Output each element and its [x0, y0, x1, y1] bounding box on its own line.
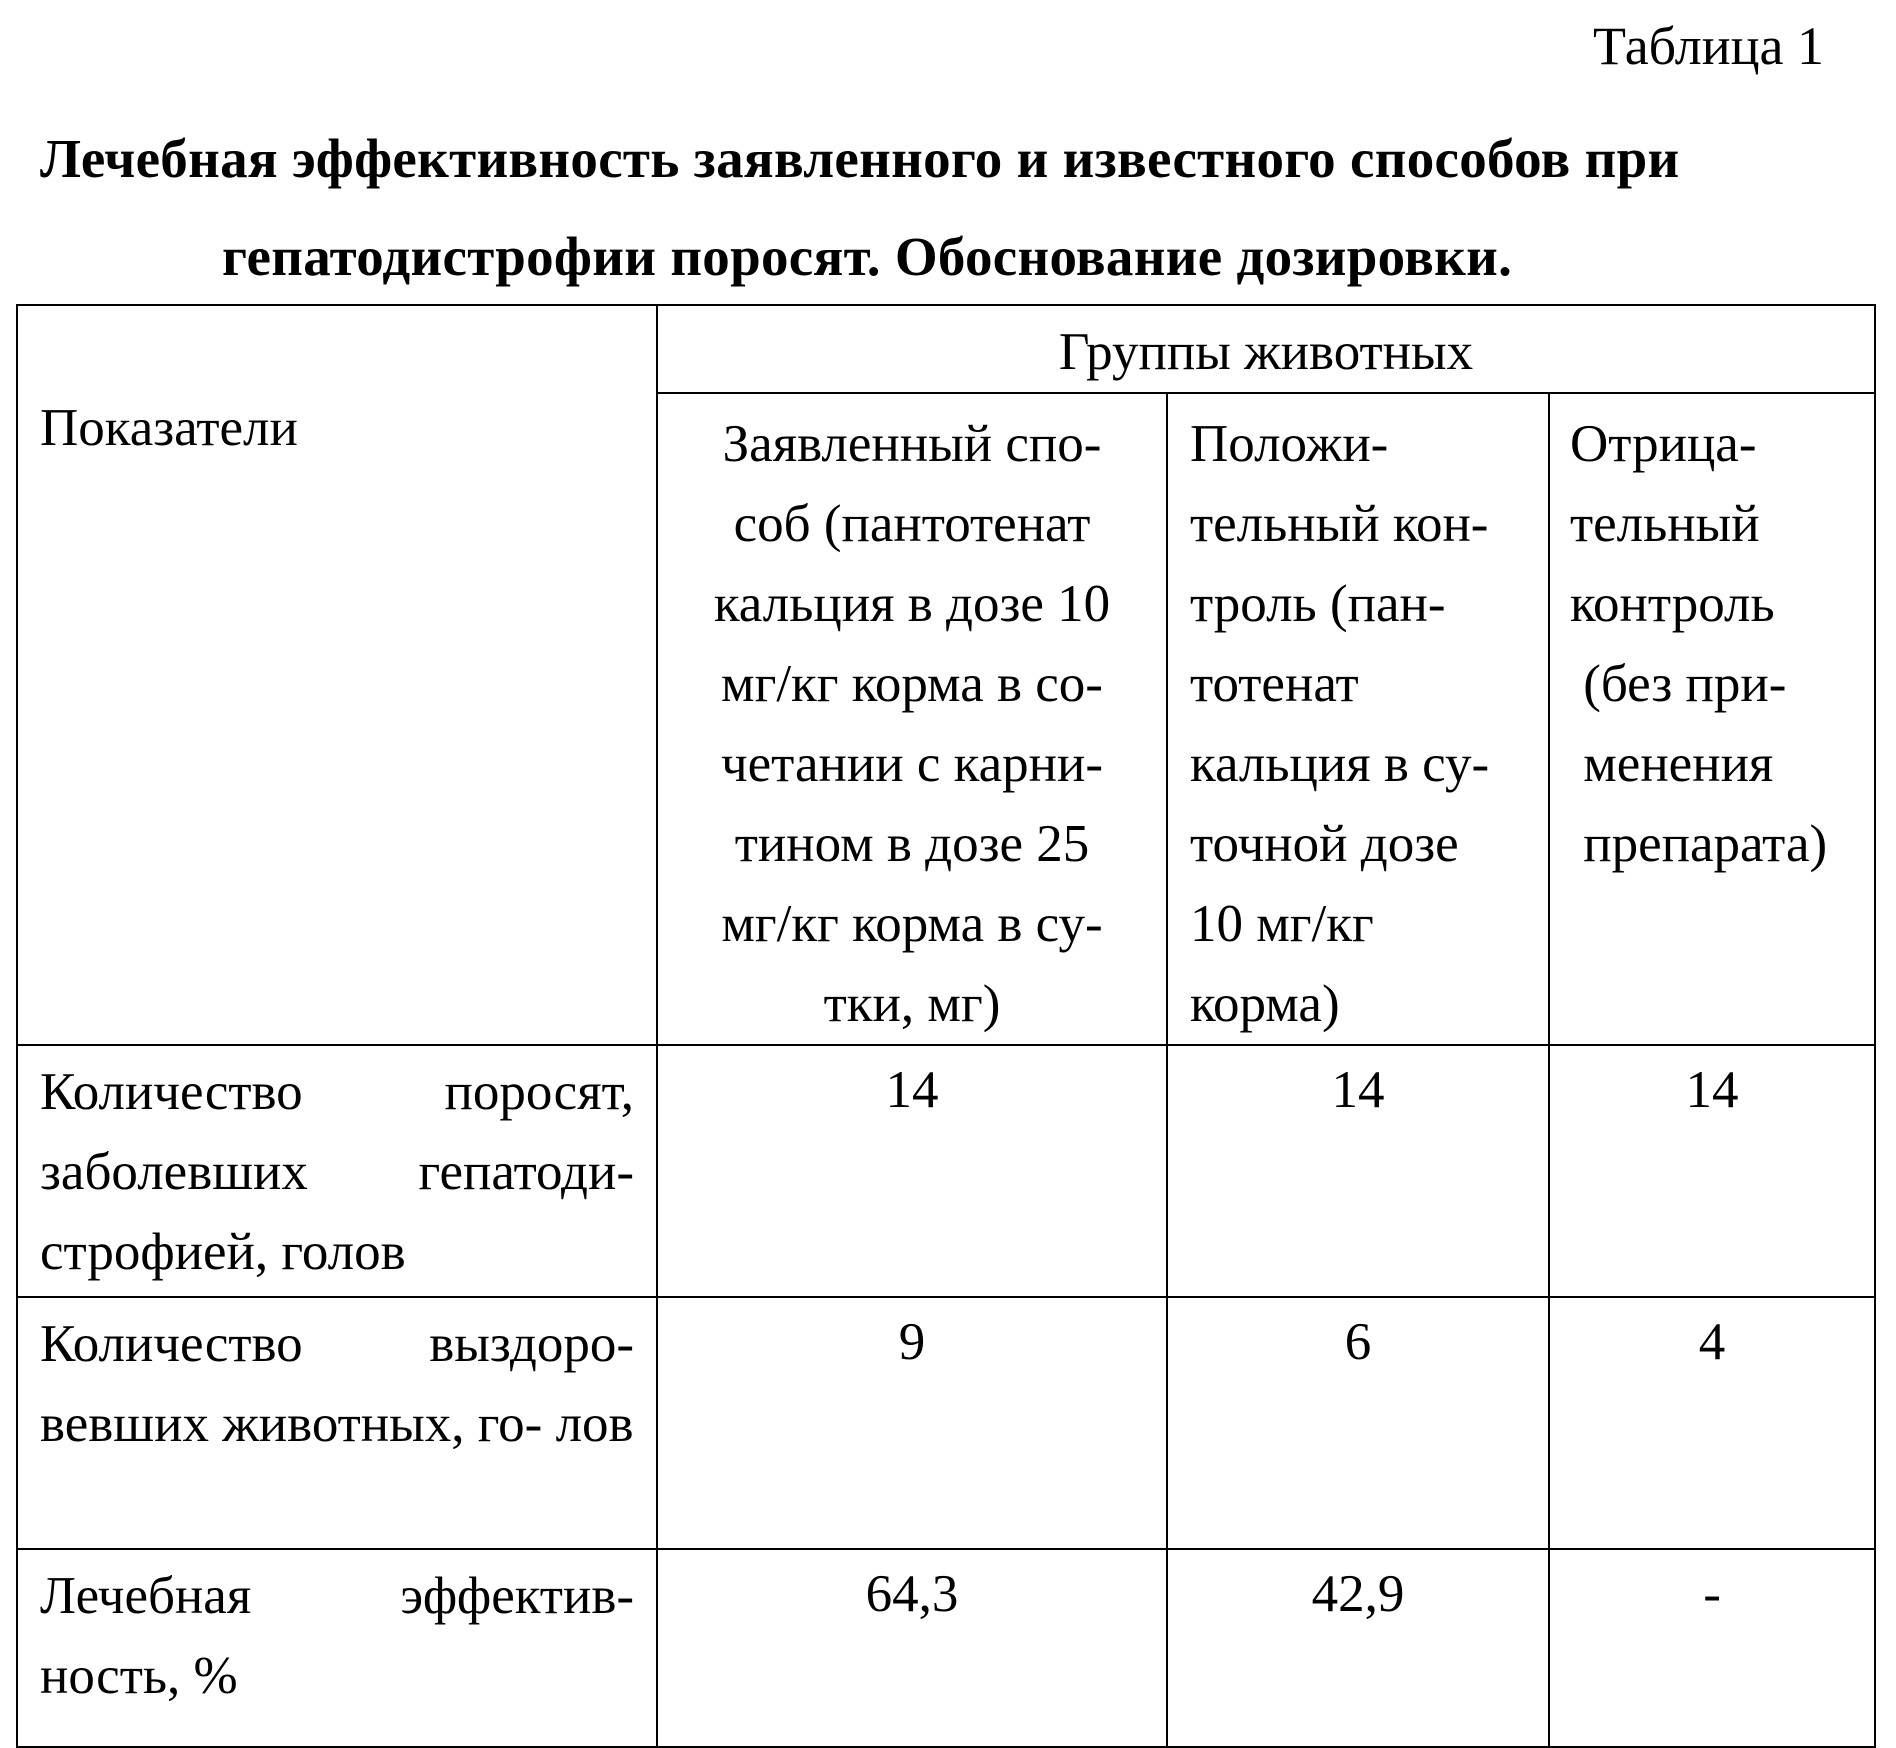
value-cell: [657, 1549, 1167, 1747]
value-cell: [1167, 1045, 1549, 1297]
group-header-line: точной дозе: [1190, 815, 1459, 873]
group-header-line: тки, мг): [823, 975, 1001, 1033]
group-header-line: корма): [1190, 975, 1340, 1033]
row-indicator-cell: [17, 1297, 657, 1549]
group-header-line: тельный: [1570, 495, 1760, 553]
group-header-negative-control: [1549, 393, 1875, 1045]
group-header-line: соб (пантотенат: [733, 495, 1091, 553]
row-indicator-cell: [17, 1045, 657, 1297]
value: 14: [885, 1061, 939, 1119]
row-indicator: Количество выздоро- вевших животных, го- лов: [40, 1315, 634, 1453]
row-indicator: Количество поросят, заболевших гепатоди- строфией, голов: [40, 1063, 634, 1281]
group-header-line: 10 мг/кг: [1190, 895, 1374, 953]
group-header-line: Положи-: [1190, 415, 1389, 473]
value: 9: [898, 1313, 926, 1371]
group-header-line: тином в дозе 25: [734, 815, 1090, 873]
group-header-line: тотенат: [1190, 655, 1359, 713]
group-header-line: препарата): [1570, 815, 1828, 873]
group-header-line: мг/кг корма в со-: [721, 655, 1103, 713]
row-indicator-cell: [17, 1549, 657, 1747]
group-header-claimed-method: [657, 393, 1167, 1045]
value: 42,9: [1311, 1565, 1405, 1623]
group-header-line: (без при-: [1570, 655, 1787, 713]
value: 14: [1685, 1061, 1739, 1119]
table-row: [17, 1045, 1875, 1297]
title-line-2: гепатодистрофии поросят. Обоснование дозировки.: [222, 226, 1513, 287]
value-cell: [657, 1045, 1167, 1297]
value: 64,3: [865, 1565, 959, 1623]
value-cell: [657, 1297, 1167, 1549]
group-header-line: мг/кг корма в су-: [721, 895, 1103, 953]
value-cell: [1167, 1297, 1549, 1549]
title-line-1: Лечебная эффективность заявленного и известного способов при: [40, 128, 1680, 189]
value: 14: [1331, 1061, 1385, 1119]
group-header-line: менения: [1570, 735, 1774, 793]
indicators-header: Показатели: [40, 399, 298, 457]
group-header-line: кальция в су-: [1190, 735, 1490, 793]
value-cell: [1549, 1549, 1875, 1747]
groups-header: Группы животных: [1058, 323, 1474, 381]
groups-header-cell: [657, 305, 1875, 393]
table-header-row-1: [17, 305, 1875, 393]
value-cell: [1167, 1549, 1549, 1747]
value: 6: [1344, 1313, 1372, 1371]
group-header-line: четании с карни-: [721, 735, 1103, 793]
group-header-line: тельный кон-: [1190, 495, 1489, 553]
value: -: [1703, 1565, 1721, 1623]
group-header-line: троль (пан-: [1190, 575, 1446, 633]
document-title: [40, 110, 1760, 306]
table-row: [17, 1549, 1875, 1747]
table-number-label: Таблица 1: [1593, 16, 1824, 76]
value-cell: [1549, 1297, 1875, 1549]
group-header-positive-control: [1167, 393, 1549, 1045]
group-header-line: Заявленный спо-: [722, 415, 1102, 473]
efficacy-table: [16, 304, 1876, 1748]
table-row: [17, 1297, 1875, 1549]
row-indicator: Лечебная эффектив- ность, %: [40, 1567, 634, 1705]
group-header-line: контроль: [1570, 575, 1775, 633]
value-cell: [1549, 1045, 1875, 1297]
indicators-header-cell: [17, 305, 657, 1045]
group-header-line: кальция в дозе 10: [713, 575, 1111, 633]
group-header-line: Отрица-: [1570, 415, 1757, 473]
value: 4: [1698, 1313, 1726, 1371]
